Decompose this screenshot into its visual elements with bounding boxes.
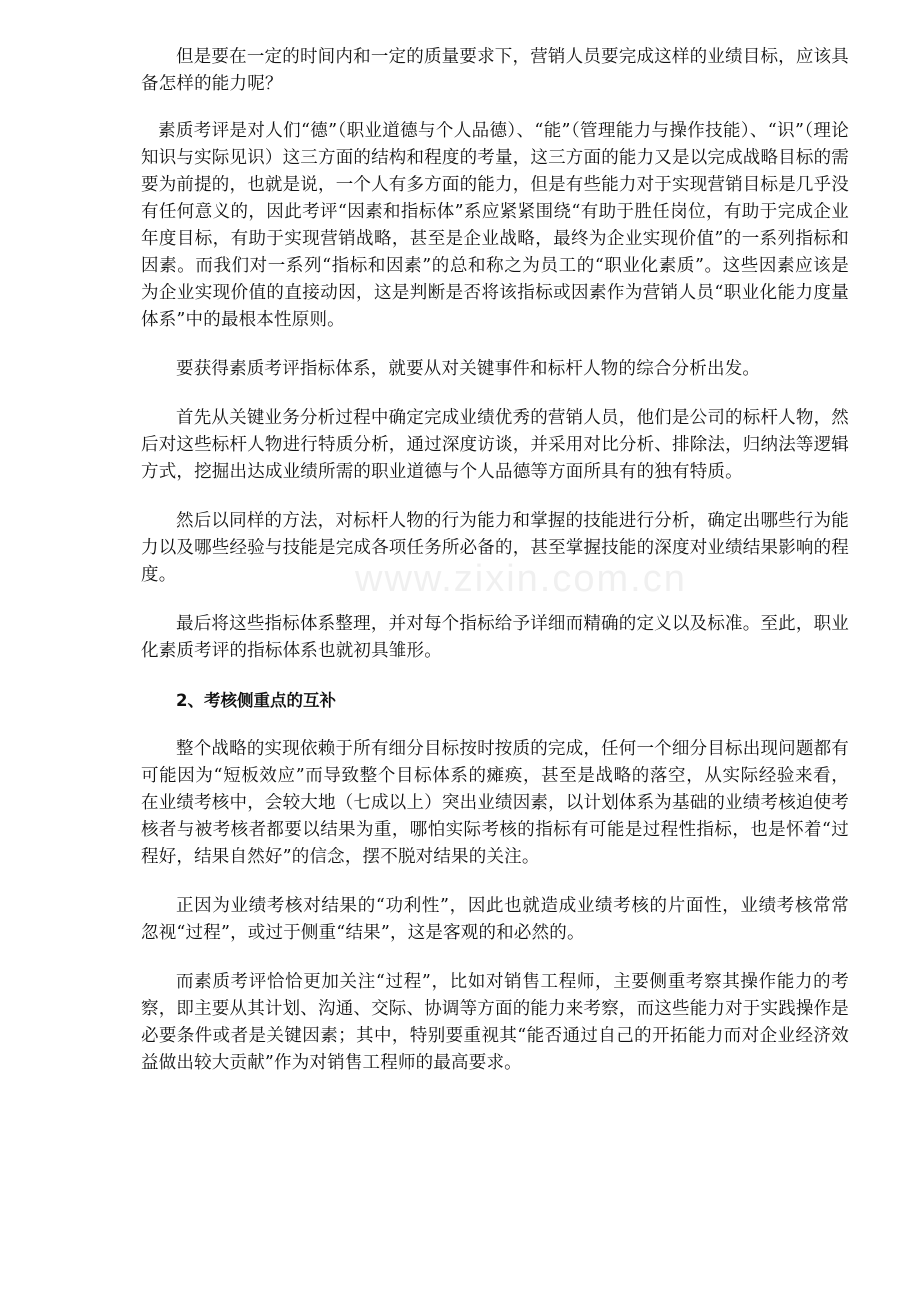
section-heading: 2、考核侧重点的互补	[176, 691, 336, 710]
paragraph-7: 整个战略的实现依赖于所有细分目标按时按质的完成，任何一个细分目标出现问题都有可能因为“短板效应”而导致整个目标体系的瘫痪，甚至是战略的落空，从实际经验来看，在业绩考核中，会较大地（七成以上）突出业绩因素，以计划体系为基础的业绩考核迫使考核者与被考核者都要以结果为重，哪怕实际考核的指标有可能是过程性指标，也是怀着“过程好，结果自然好”的信念，摆不脱对结果的关注。	[141, 739, 849, 867]
document-body	[141, 44, 849, 1099]
paragraph-1: 但是要在一定的时间内和一定的质量要求下，营销人员要完成这样的业绩目标，应该具备怎样的能力呢？	[141, 47, 849, 94]
paragraph-9: 而素质考评恰恰更加关注“过程”，比如对销售工程师，主要侧重考察其操作能力的考察，即主要从其计划、沟通、交际、协调等方面的能力来考察，而这些能力对于实践操作是必要条件或者是关键因素；其中，特别要重视其“能否通过自己的开拓能力而对企业经济效益做出较大贡献”作为对销售工程师的最高要求。	[141, 972, 849, 1073]
paragraph-5: 然后以同样的方法，对标杆人物的行为能力和掌握的技能进行分析，确定出哪些行为能力以及哪些经验与技能是完成各项任务所必备的，甚至掌握技能的深度对业绩结果影响的程度。	[141, 511, 849, 585]
paragraph-8: 正因为业绩考核对结果的“功利性”，因此也就造成业绩考核的片面性，业绩考核常常忽视“过程”，或过于侧重“结果”，这是客观的和必然的。	[141, 896, 849, 943]
paragraph-3: 要获得素质考评指标体系，就要从对关键事件和标杆人物的综合分析出发。	[176, 359, 761, 379]
paragraph-2: 素质考评是对人们“德”（职业道德与个人品德）、“能”（管理能力与操作技能）、“识”（理论知识与实际见识）这三方面的结构和程度的考量，这三方面的能力又是以完成战略目标的需要为前提的，也就是说，一个人有多方面的能力，但是有些能力对于实现营销目标是几乎没有任何意义的，因此考评“因素和指标体”系应紧紧围绕“有助于胜任岗位，有助于完成企业年度目标，有助于实现营销战略，甚至是企业战略，最终为企业实现价值”的一系列指标和因素。而我们对一系列“指标和因素”的总和称之为员工的“职业化素质”。这些因素应该是为企业实现价值的直接动因，这是判断是否将该指标或因素作为营销人员“职业化能力度量体系”中的最根本性原则。	[141, 121, 849, 330]
paragraph-4: 首先从关键业务分析过程中确定完成业绩优秀的营销人员，他们是公司的标杆人物，然后对这些标杆人物进行特质分析，通过深度访谈，并采用对比分析、排除法，归纳法等逻辑方式，挖掘出达成业绩所需的职业道德与个人品德等方面所具有的独有特质。	[141, 408, 849, 482]
paragraph-6: 最后将这些指标体系整理，并对每个指标给予详细而精确的定义以及标准。至此，职业化素质考评的指标体系也就初具雏形。	[141, 614, 849, 661]
watermark: www.zixin.com.cn	[355, 558, 687, 600]
